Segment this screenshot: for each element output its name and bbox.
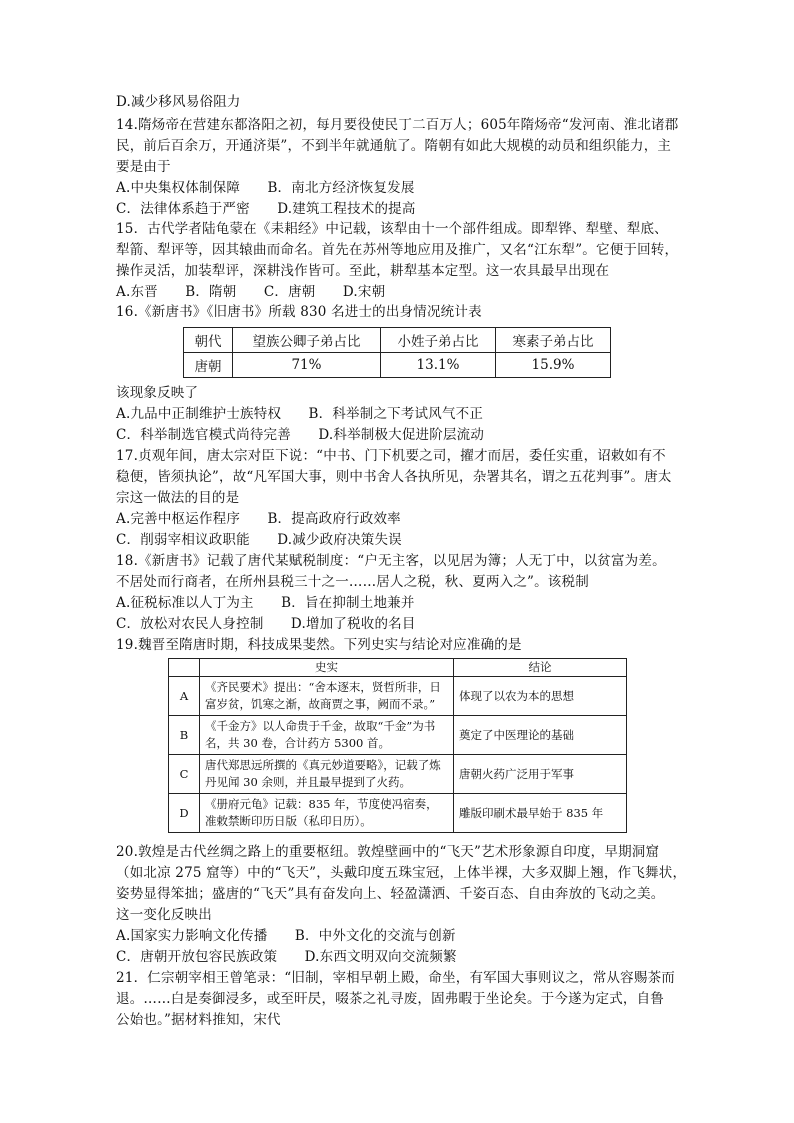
q16-stats-table xyxy=(183,327,611,378)
q16-stem: 该现象反映了 xyxy=(116,385,199,401)
conclusion-cell: 奠定了中医理论的基础 xyxy=(454,716,627,755)
q15-text-line-1: 15．古代学者陆龟蒙在《耒耜经》中记载，该犁由十一个部件组成。即犁铧、犁壁、犁底、 xyxy=(116,221,668,237)
table-cell: 15.9% xyxy=(495,353,610,378)
q17-options-cd: C．削弱宰相议政职能 D.减少政府决策失误 xyxy=(116,532,402,548)
row-label: A xyxy=(169,677,200,716)
table-header-row xyxy=(169,659,627,677)
conclusion-cell: 雕版印刷术最早始于 835 年 xyxy=(454,794,627,833)
q14-options-cd: C．法律体系趋于严密 D.建筑工程技术的提高 xyxy=(116,201,416,217)
table-row xyxy=(169,755,627,794)
q14-text-line-1: 14.隋炀帝在营建东都洛阳之初，每月要役使民丁二百万人；605年隋炀帝“发河南、淮北诸郡 xyxy=(116,117,679,133)
q21-text-line-2: 退。……白是奏御浸多，或至旰昃，啜茶之礼寻废，固弗暇于坐论矣。于今遂为定式，自鲁 xyxy=(116,991,664,1007)
q15-text-line-2: 犁箭、犁评等，因其辕曲而命名。首先在苏州等地应用及推广，又名“江东犁”。它便于回转， xyxy=(116,242,679,258)
q17-text-line-2: 稳便，皆须执论”，故“凡军国大事，则中书舍人各执所见，杂署其名，谓之五花判事”。唐太 xyxy=(116,469,672,485)
q16-options-ab: A.九品中正制维护士族特权 B．科举制之下考试风气不正 xyxy=(116,406,484,422)
q20-text-line-3: 姿势显得笨拙；盛唐的“飞天”具有奋发向上、轻盈潇洒、千姿百态、自由奔放的飞动之美。 xyxy=(116,886,665,902)
conclusion-cell: 唐朝火药广泛用于军事 xyxy=(454,755,627,794)
table-row xyxy=(169,677,627,716)
q17-text-line-1: 17.贞观年间，唐太宗对臣下说：“中书、门下机要之司，擢才而居，委任实重，诏敕如有不 xyxy=(116,448,666,464)
q15-text-line-3: 操作灵活，加装犁评，深耕浅作皆可。至此，耕犁基本定型。这一农具最早出现在 xyxy=(116,263,610,279)
conclusion-cell: 体现了以农为本的思想 xyxy=(454,677,627,716)
row-label: D xyxy=(169,794,200,833)
q20-text-line-2: （如北凉 275 窟等）中的“飞天”，头戴印度五珠宝冠，上体半裸，大多双脚上翘，作飞舞状， xyxy=(116,865,687,881)
q14-options-ab: A.中央集权体制保障 B．南北方经济恢复发展 xyxy=(116,180,415,196)
q19-title: 19.魏晋至隋唐时期，科技成果斐然。下列史实与结论对应准确的是 xyxy=(116,637,522,653)
table-header-row xyxy=(184,328,611,353)
fact-cell: 《千金方》以人命贵于千金，故取“千金”为书名，共 30 卷，合计药方 5300 首。 xyxy=(200,716,454,755)
row-label: B xyxy=(169,716,200,755)
row-label: C xyxy=(169,755,200,794)
q14-text-line-3: 要是由于 xyxy=(116,159,171,175)
q16-title: 16.《新唐书》《旧唐书》所载 830 名进士的出身情况统计表 xyxy=(116,304,482,320)
table-cell: 71% xyxy=(232,353,380,378)
q20-text-line-4: 这一变化反映出 xyxy=(116,907,212,923)
table-row xyxy=(184,353,611,378)
q21-text-line-1: 21．仁宗朝宰相王曾笔录：“旧制，宰相早朝上殿，命坐，有军国大事则议之，常从容赐茶而 xyxy=(116,970,675,986)
q14-text-line-2: 民，前后百余万，开通济渠”，不到半年就通航了。隋朝有如此大规模的动员和组织能力，主 xyxy=(116,138,672,154)
table-header-cell: 望族公卿子弟占比 xyxy=(232,328,380,353)
q18-text-line-2: 不居处而行商者，在所州县税三十之一……居人之税，秋、夏两入之”。该税制 xyxy=(116,574,589,590)
q15-options: A.东晋 B．隋朝 C．唐朝 D.宋朝 xyxy=(116,284,386,300)
q17-text-line-3: 宗这一做法的目的是 xyxy=(116,490,240,506)
table-row xyxy=(169,794,627,833)
q19-facts-table xyxy=(168,658,627,833)
q17-options-ab: A.完善中枢运作程序 B．提高政府行政效率 xyxy=(116,511,401,527)
table-header-cell: 寒素子弟占比 xyxy=(495,328,610,353)
q18-text-line-1: 18.《新唐书》记载了唐代某赋税制度：“户无主客，以见居为簿；人无丁中，以贫富为差。 xyxy=(116,553,666,569)
q13-option-d: D.减少移风易俗阻力 xyxy=(116,94,241,110)
fact-cell: 《册府元龟》记载：835 年，节度使冯宿奏，准敕禁断印历日版（私印日历）。 xyxy=(200,794,454,833)
q18-options-ab: A.征税标准以人丁为主 B．旨在抑制土地兼并 xyxy=(116,595,415,611)
table-header-cell: 朝代 xyxy=(184,328,233,353)
q21-text-line-3: 公始也。”据材料推知，宋代 xyxy=(116,1012,281,1028)
table-cell: 13.1% xyxy=(380,353,495,378)
q20-options-cd: C．唐朝开放包容民族政策 D.东西文明双向交流频繁 xyxy=(116,949,457,965)
table-cell: 唐朝 xyxy=(184,353,233,378)
q20-options-ab: A.国家实力影响文化传播 B．中外文化的交流与创新 xyxy=(116,928,456,944)
table-header-cell xyxy=(169,659,200,677)
q20-text-line-1: 20.敦煌是古代丝绸之路上的重要枢纽。敦煌壁画中的“飞天”艺术形象源自印度，早期洞窟 xyxy=(116,844,660,860)
q16-options-cd: C．科举制选官模式尚待完善 D.科举制极大促进阶层流动 xyxy=(116,427,485,443)
fact-cell: 唐代郑思远所撰的《真元妙道要略》，记载了炼丹见闻 30 余则，并且最早提到了火药。 xyxy=(200,755,454,794)
table-header-cell: 结论 xyxy=(454,659,627,677)
table-header-cell: 小姓子弟占比 xyxy=(380,328,495,353)
q18-options-cd: C．放松对农民人身控制 D.增加了税收的名目 xyxy=(116,616,416,632)
table-header-cell: 史实 xyxy=(200,659,454,677)
fact-cell: 《齐民要术》提出：“舍本逐末，贤哲所非，日富岁贫，饥寒之渐，故商贾之事，阙而不录。” xyxy=(200,677,454,716)
table-row xyxy=(169,716,627,755)
